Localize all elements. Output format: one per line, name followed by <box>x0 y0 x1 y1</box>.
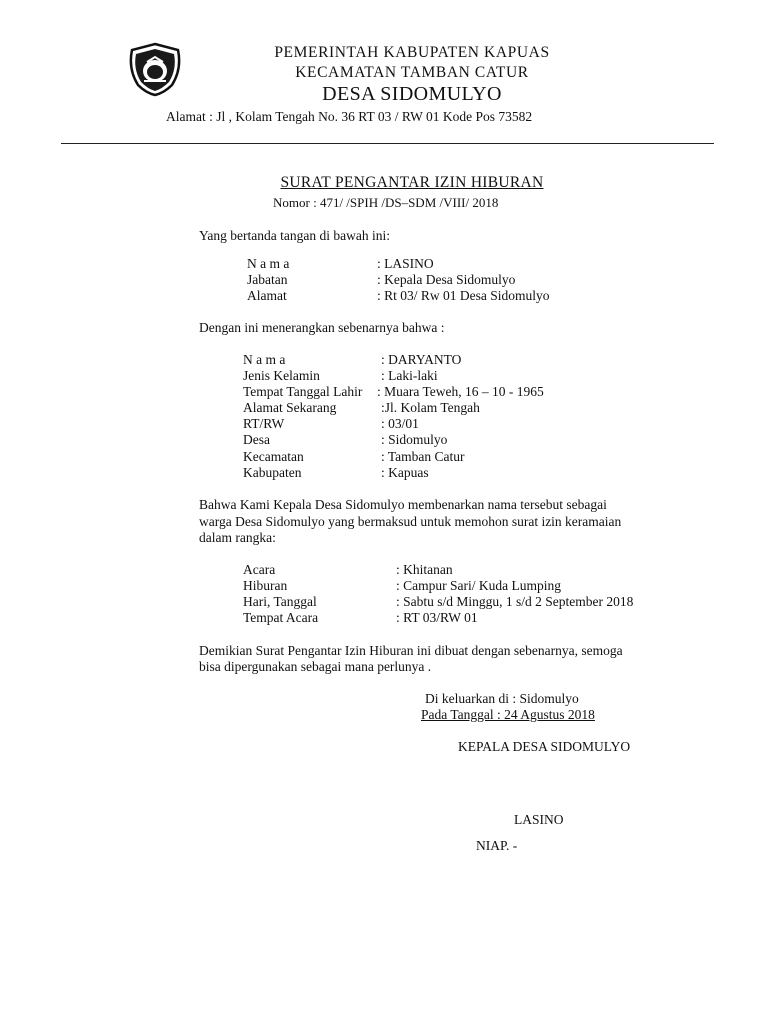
signer-value: : Rt 03/ Rw 01 Desa Sidomulyo <box>377 288 550 303</box>
subject-value: : Tamban Catur <box>381 449 465 464</box>
letterhead-government: PEMERINTAH KABUPATEN KAPUAS <box>274 44 550 61</box>
event-label: Hari, Tanggal <box>243 594 317 609</box>
letter-number: Nomor : 471/ /SPIH /DS–SDM /VIII/ 2018 <box>273 195 499 210</box>
subject-label: Desa <box>243 432 270 447</box>
subject-value: :Jl. Kolam Tengah <box>381 400 480 415</box>
event-value: : Sabtu s/d Minggu, 1 s/d 2 September 2018 <box>396 594 634 609</box>
intro-text: Yang bertanda tangan di bawah ini: <box>199 228 390 243</box>
body-line: warga Desa Sidomulyo yang bermaksud untuk memohon surat izin keramaian <box>199 514 622 529</box>
event-label: Acara <box>243 562 276 577</box>
subject-value: : 03/01 <box>381 416 419 431</box>
letter-title: SURAT PENGANTAR IZIN HIBURAN <box>280 174 544 191</box>
body-line: dalam rangka: <box>199 530 276 545</box>
subject-label: N a m a <box>243 352 286 367</box>
subject-value: : Sidomulyo <box>381 432 448 447</box>
subject-label: Kabupaten <box>243 465 302 480</box>
signer-label: N a m a <box>247 256 290 271</box>
signer-value: : LASINO <box>377 256 434 271</box>
body-line: Bahwa Kami Kepala Desa Sidomulyo membenarkan nama tersebut sebagai <box>199 497 607 512</box>
signature-title: KEPALA DESA SIDOMULYO <box>458 739 631 754</box>
issued-date: Pada Tanggal : 24 Agustus 2018 <box>421 707 595 722</box>
statement-text: Dengan ini menerangkan sebenarnya bahwa : <box>199 320 445 335</box>
letterhead-village: DESA SIDOMULYO <box>322 83 502 105</box>
subject-label: Tempat Tanggal Lahir <box>243 384 363 399</box>
closing-line: Demikian Surat Pengantar Izin Hiburan ini dibuat dengan sebenarnya, semoga <box>199 643 623 658</box>
signature-niap: NIAP. - <box>476 838 518 853</box>
subject-value: : Laki-laki <box>381 368 438 383</box>
event-label: Hiburan <box>243 578 288 593</box>
event-value: : Campur Sari/ Kuda Lumping <box>396 578 561 593</box>
subject-value: : DARYANTO <box>381 352 462 367</box>
event-value: : Khitanan <box>396 562 453 577</box>
subject-label: Kecamatan <box>243 449 304 464</box>
event-label: Tempat Acara <box>243 610 319 625</box>
subject-label: RT/RW <box>243 416 285 431</box>
subject-value: : Kapuas <box>381 465 429 480</box>
subject-label: Jenis Kelamin <box>243 368 320 383</box>
letterhead-divider <box>61 143 714 144</box>
event-value: : RT 03/RW 01 <box>396 610 478 625</box>
signer-label: Jabatan <box>247 272 288 287</box>
letterhead-address: Alamat : Jl , Kolam Tengah No. 36 RT 03 / RW 01 Kode Pos 73582 <box>166 109 533 124</box>
closing-line: bisa dipergunakan sebagai mana perlunya . <box>199 659 432 674</box>
issued-place: Di keluarkan di : Sidomulyo <box>425 691 579 706</box>
subject-value: : Muara Teweh, 16 – 10 - 1965 <box>377 384 544 399</box>
signer-label: Alamat <box>247 288 287 303</box>
letterhead-district: KECAMATAN TAMBAN CATUR <box>295 64 529 81</box>
subject-label: Alamat Sekarang <box>243 400 337 415</box>
signer-value: : Kepala Desa Sidomulyo <box>377 272 516 287</box>
signature-name: LASINO <box>514 812 564 827</box>
